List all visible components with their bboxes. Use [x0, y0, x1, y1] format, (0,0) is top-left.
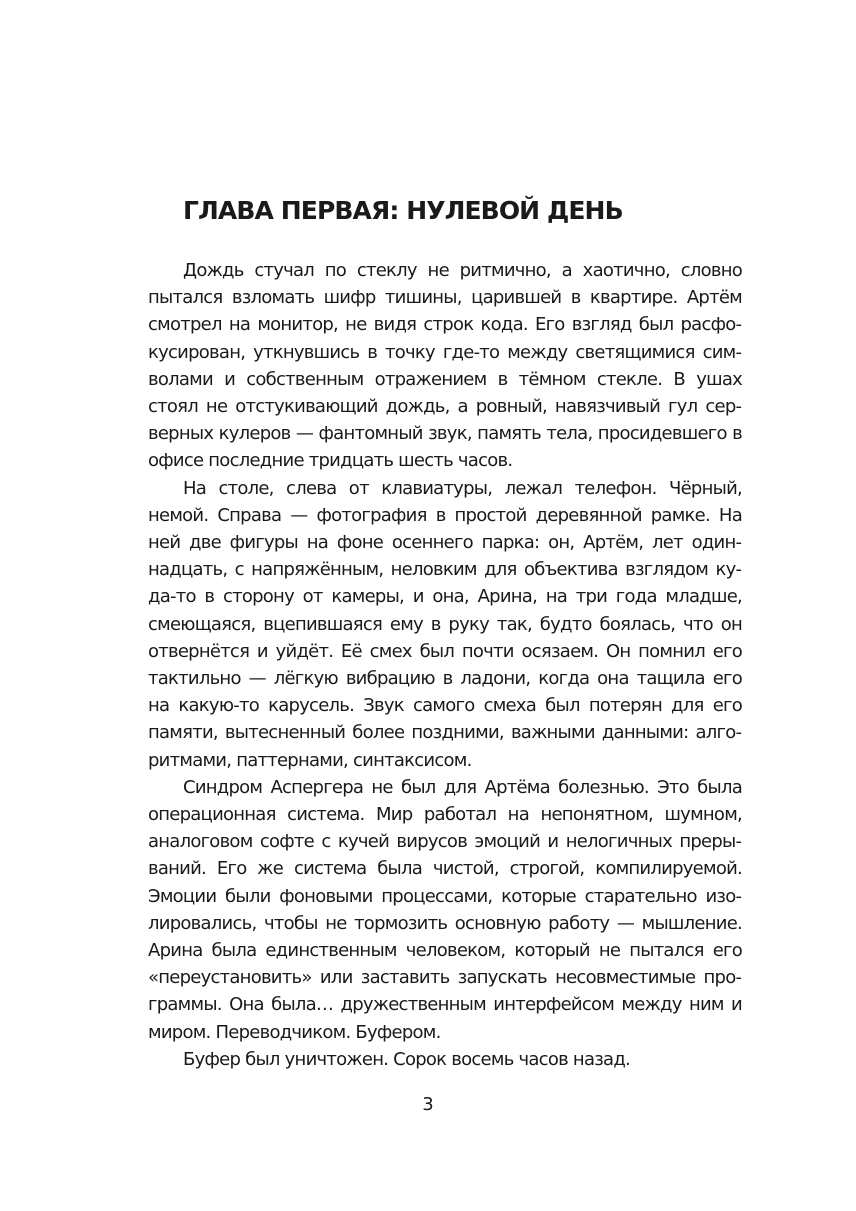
page-number: 3: [422, 1094, 434, 1115]
chapter-title: ГЛАВА ПЕРВАЯ: НУЛЕВОЙ ДЕНЬ: [183, 196, 623, 225]
paragraph: Дождь стучал по стеклу не ритмично, а хаотично, словно пытался взломать шифр тишины, царившей в квартире. Артём смотрел на монитор, не видя строк кода. Его взгляд был расфокусирован, уткнувшись в точку где-то между светящимися символами и собственным отражением в тёмном стекле. В ушах стоял не отстукивающий дождь, а ровный, навязчивый гул серверных кулеров — фантомный звук, память тела, просидевшего в офисе последние тридцать шесть часов.: [148, 260, 742, 472]
paragraph: Буфер был уничтожен. Сорок восемь часов назад.: [183, 1048, 630, 1070]
paragraph: На столе, слева от клавиатуры, лежал телефон. Чёрный, немой. Справа — фотография в простой деревянной рамке. На ней две фигуры на фоне осеннего парка: он, Артём, лет одиннадцать, с напряжённым, неловким для объектива взглядом куда-то в сторону от камеры, и она, Арина, на три года младше, смеющаяся, вцепившаяся ему в руку так, будто боялась, что он отвернётся и уйдёт. Её смех был почти осязаем. Он помнил его тактильно — лёгкую вибрацию в ладони, когда она тащила его на какую-то карусель. Звук самого смеха был потерян для его памяти, вытесненный более поздними, важными данными: алгоритмами, паттернами, синтаксисом.: [148, 477, 742, 771]
paragraph: Синдром Аспергера не был для Артёма болезнью. Это была операционная система. Мир работал на непонятном, шумном, аналоговом софте с кучей вирусов эмоций и нелогичных прерываний. Его же система была чистой, строгой, компилируемой. Эмоции были фоновыми процессами, которые старательно изолировались, чтобы не тормозить основную работу — мышление. Арина была единственным человеком, который не пытался его «переустановить» или заставить запускать несовместимые программы. Она была… дружественным интерфейсом между ним и миром. Переводчиком. Буфером.: [148, 776, 742, 1043]
chapter-body: [148, 257, 742, 1073]
